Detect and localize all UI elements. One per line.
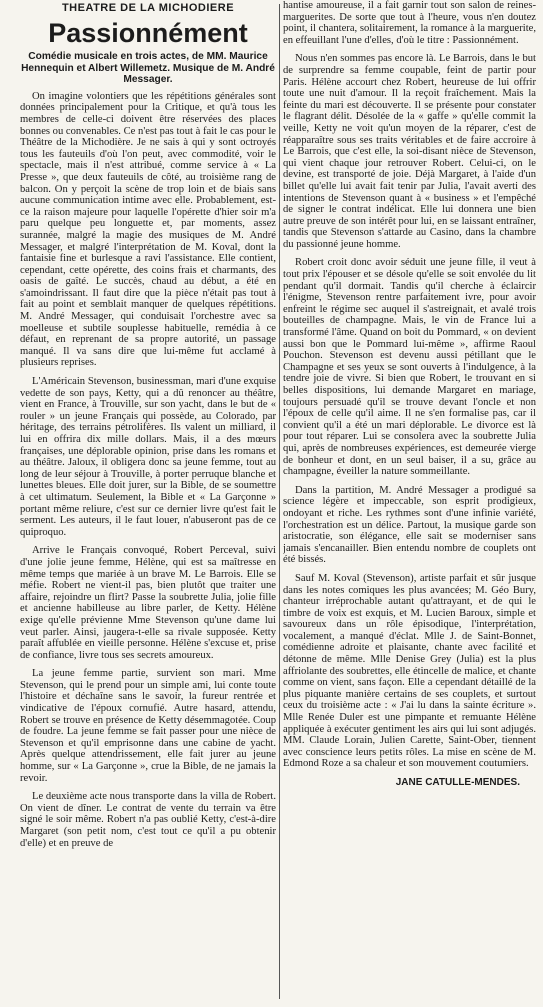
article-title: Passionnément: [48, 18, 248, 48]
right-column: [283, 0, 536, 788]
paragraph: La jeune femme partie, survient son mari. Mme Stevenson, qui le prend pour un simple ami, lui conte toute l'histoire et déchaîne sans le savoir, la fureur rentrée et vindicative de l'époux cornufié. Autre hasard, attendu, Robert se trouve en présence de Ketty désemmagotée. Coup de foudre. La jeune femme se fait passer pour une nièce de Stevenson et qu'il emprisonne dans une cabine de yacht. Après quelque attendrissement, elle fait jurer au jeune homme, sur « La Garçonne », crue la Bible, de ne jamais la revoir.: [20, 668, 276, 784]
section-header: THEATRE DE LA MICHODIERE: [61, 2, 235, 14]
paragraph: Robert croit donc avoir séduit une jeune fille, il veut à tout prix l'épouser et se désole qu'elle se soit envolée du lit pendant qu'il dormait. Tandis qu'il cherche à éclaircir l'énigme, Stevenson rentre parfaitement ivre, pour avoir enfreint le régime sec auquel il s'astreignait, et avalé trois bouteilles de champagne. Mais, le vin de France lui a transformé l'âme. Quand on boit du Pommard, « on devient aussi bon que le Pommard lui-même », affirme Raoul Pouchon. Stevenson est devenu aussi pétillant que le Champagne et ses yeux se sont ouverts à l'indulgence, à la tendre joie de vivre. Si bien que Robert, le trouvant en si belles dispositions, lui demande Margaret en mariage, toujours persuadé qu'il se trouve devant l'oncle et non l'époux de celle qu'il aime. Il ne s'en formalise pas, car il convient qu'il a été un mari déplorable. Le divorce est là pour tout réparer. Lui se consolera avec la soubrette Julia qui, après de nombreuses expériences, est demeurée vierge de bonheur et dont, en un seul baiser, il a su, grâce au champagne, éveiller la nature sommeillante.: [283, 257, 536, 478]
paragraph: Sauf M. Koval (Stevenson), artiste parfait et sûr jusque dans les notes comiques les plus avancées; M. Géo Bury, chanteur irréprochable autant qu'attrayant, et de qui le timbre de voix est exquis, et M. Lucien Baroux, simple et savoureux dans un rôle épisodique, l'interprétation, vocalement, a manqué d'éclat. Mlle J. de Saint-Bonnet, comédienne adroite et plaisante, chante avec facilité et détonne de même. Mlle Denise Grey (Julia) est la plus affriolante des soubrettes, elle étincelle de malice, et chante comme on vient, sans façon. Elle a cependant détaillé de la plus piquante manière certains de ses couplets, et surtout ceux du troisième acte : « J'ai lu dans la sainte écriture ». Mlle Renée Duler est une pimpante et remuante Hélène appliquée à exécuter gentiment les airs qui lui sont adjugés. MM. Claude Lorain, Julien Carette, Saint-Ober, tiennent avec conscience leurs petits rôles. La mise en scène de M. Edmond Roze a sa chaleur et son mouvement coutumiers.: [283, 572, 536, 770]
paragraph: Arrive le Français convoqué, Robert Perceval, suivi d'une jolie jeune femme, Hélène, qui est sa maîtresse en même temps que mariée à un brave M. Le Barrois. Elle se méfie. Robert ne vient-il pas, bien plutôt que traiter une affaire, rejoindre un flirt? Passe la soubrette Julia, jolie fille et ancienne habilleuse au libre parler, de Ketty. Hélène exige qu'elle prévienne Mme Stevenson qu'une dame lui veut parler. Ainsi, jaugera-t-elle sa rivale supposée. Ketty paraît affublée en vieille personne. Hélène s'excuse et, prise de confiance, livre tous ses secrets amoureux.: [20, 545, 276, 661]
paragraph: Le deuxième acte nous transporte dans la villa de Robert. On vient de dîner. Le contrat de vente du terrain va être signé le soir même. Robert n'a pas oublié Ketty, c'est-à-dire Margaret (son petit nom, c'est tout ce qu'il a pu obtenir d'elle) et en preuve de: [20, 791, 276, 849]
left-column: [20, 0, 276, 856]
paragraph: L'Américain Stevenson, businessman, mari d'une exquise vedette de son pays, Ketty, qui a dû renoncer au théâtre, vient en France, à Trouville, sur son yacht, dans le but de « rouler » un jeune Français qui possède, au Colorado, par héritage, des terrains pétrolifères. Ils valent un milliard, il lui en offrira dix mille dollars. Mais, il a des mœurs françaises, une déplorable opinion, prise dans les romans et au théâtre. Jaloux, il obligera donc sa jeune femme, tout au long de leur séjour à Trouville, à porter perruque blanche et lunettes bleues. Elle doit jurer, sur la Bible, de se soumettre à cet ultimatum. Seulement, la Bible et « La Garçonne » portant même reliure, c'est sur ce dernier livre qu'est fait le serment. Les auteurs, il le faut louer, n'abuseront pas de ce quiproquo.: [20, 376, 276, 538]
paragraph: Nous n'en sommes pas encore là. Le Barrois, dans le but de surprendre sa femme coupable, feint de partir pour Paris. Hélène accourt chez Robert, heureuse de lui offrir toute une nuit d'amour. Il la reçoit fraîchement. Mais la feinte du mari est découverte. Il se présente pour constater le flagrant délit. Désolée de la « gaffe » qu'elle commit la veille, Ketty ne voit qu'un moyen de la réparer, c'est de réapparaître sous ses traits véritables et de faire accroire à Le Barrois, que c'est elle, la soi-disant nièce de Stevenson, qui vient chaque jour retrouver Robert. Celui-ci, on le devine, est transporté de joie. Déjà Margaret, à l'aide d'un billet qu'elle lui avait fait tenir par Julia, l'avait averti des intentions de Stevenson quant à « business » et l'empêché de signer le contrat indélicat. Elle lui donnera une bien autre preuve de son intérêt pour lui, en se laissant entraîner, tandis que Stevenson s'attarde au Casino, dans la chambre du passionné jeune homme.: [283, 53, 536, 250]
column-divider: [279, 4, 280, 999]
paragraph: Dans la partition, M. André Messager a prodigué sa science légère et impeccable, son esprit prodigieux, ondoyant et riche. Les rythmes sont d'une infinie variété, l'orchestration est un délice. Partout, la musique garde son aristocratie, son élégance, elle sait se moderniser sans jamais s'encanailler. Bien entendu nombre de couplets ont été bissés.: [283, 484, 536, 566]
article-subtitle: Comédie musicale en trois actes, de MM. Maurice Hennequin et Albert Willemetz. Musique de M. André Messager.: [21, 51, 275, 86]
paragraph: On imagine volontiers que les répétitions générales sont données principalement pour la Critique, et qu'à tous les membres de celle-ci doivent être réservées des places bonnes ou convenables. Ce n'est pas tout à fait le cas pour le Théâtre de la Michodière. Je ne sais à qui y sont octroyés tous les fauteuils d'où l'on peut, avec commodité, voir le spectacle, mais il n'est attribué, comme service à « La Presse », que deux fauteuils de côté, au troisième rang de balcon. On y perçoit la scène de trop loin et de biais sans aucune communication intime avec elle. Probablement, est-ce la raison majeure pour laquelle l'opérette d'hier soir m'a paru quelque peu longuette et, par moments, assez surannée, malgré la magie des musiques de M. André Messager, et malgré l'interprétation de M. Koval, dont la fantaisie fine et burlesque a ravi l'assistance. Elle contient, cependant, cette opérette, des coins frais et charmants, des oasis de gaîté. Le succès, chaud au début, a été en s'amoindrissant. Il faut dire que la pièce n'était pas tout à fait au point et semblait manquer de quelques répétitions. M. André Messager, qui conduisait l'orchestre avec sa moelleuse et subtile souplesse habituelle, remédia à ce défaut, en reprenant de sa propre autorité, un passage manqué. Il va sans dire que lui-même fut acclamé à plusieurs reprises.: [20, 90, 276, 369]
paragraph: hantise amoureuse, il a fait garnir tout son salon de reines-marguerites. De sorte que tout à l'heure, vous n'en doutez point, il chantera, solitairement, la romance à la marguerite, en effeuillant l'une d'elles, d'où le titre : Passionnément.: [283, 0, 536, 46]
author-signature: JANE CATULLE-MENDES.: [395, 777, 520, 788]
